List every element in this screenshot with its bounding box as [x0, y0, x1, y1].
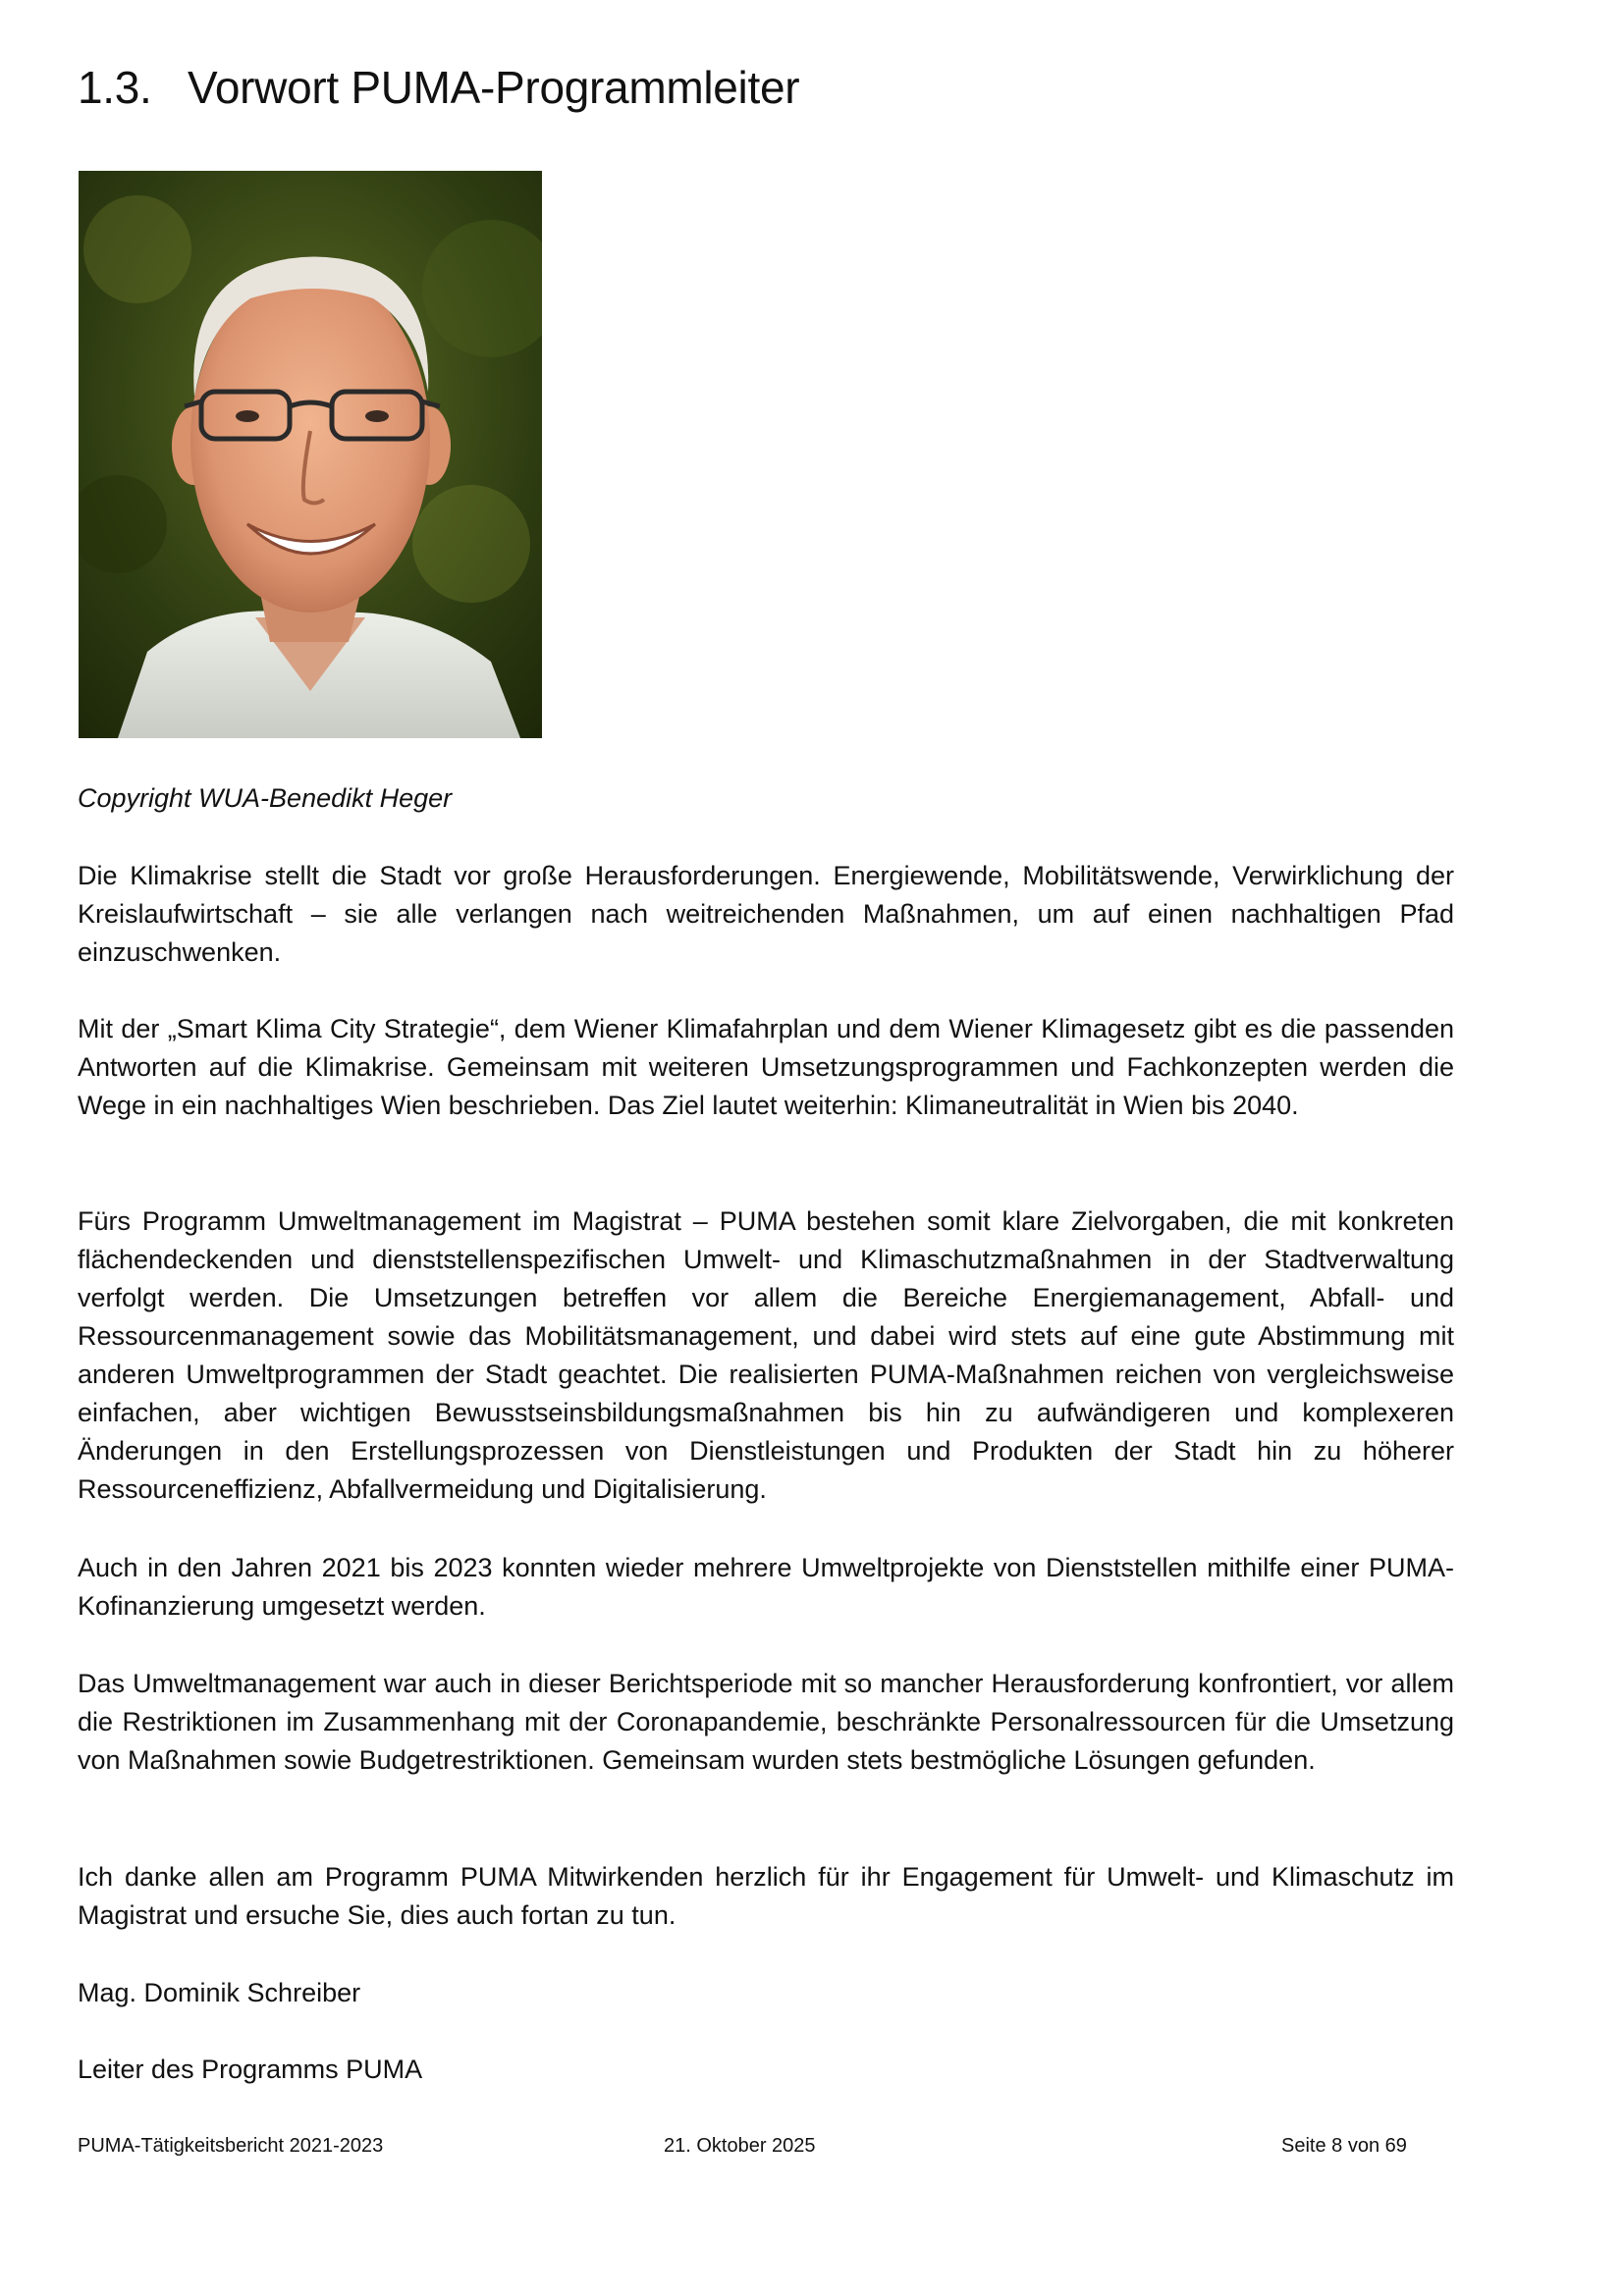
photo-caption: Copyright WUA-Benedikt Heger: [78, 783, 453, 813]
paragraph: Auch in den Jahren 2021 bis 2023 konnten wieder mehrere Umweltprojekte von Dienststellen mithilfe einer PUMA-Kofinanzierung umgesetzt werden.: [78, 1553, 1454, 1621]
footer-report-title: PUMA-Tätigkeitsbericht 2021-2023: [78, 2135, 384, 2157]
paragraph: Das Umweltmanagement war auch in dieser Berichtsperiode mit so mancher Herausforderung konfrontiert, vor allem die Restriktionen im Zusammenhang mit der Coronapandemie, beschränkte Personalressourcen für die Umsetzung von Maßnahmen sowie Budgetrestriktionen. Gemeinsam wurden stets bestmögliche Lösungen gefunden.: [78, 1669, 1454, 1775]
signature-name: Mag. Dominik Schreiber: [78, 1978, 361, 2007]
signature-role: Leiter des Programms PUMA: [78, 2055, 423, 2084]
portrait-photo: [79, 171, 542, 738]
paragraph: Fürs Programm Umweltmanagement im Magistrat – PUMA bestehen somit klare Zielvorgaben, die mit konkreten flächendeckenden und dienststellenspezifischen Umwelt- und Klimaschutzmaßnahmen in der Stadtverwaltung verfolgt werden. Die Umsetzungen betreffen vor allem die Bereiche Energiemanagement, Abfall- und Ressourcenmanagement sowie das Mobilitätsmanagement, und dabei wird stets auf eine gute Abstimmung mit anderen Umweltprogrammen der Stadt geachtet. Die realisierten PUMA-Maßnahmen reichen von vergleichsweise einfachen, aber wichtigen Bewusstseinsbildungsmaßnahmen bis hin zu aufwändigeren und komplexeren Änderungen in den Erstellungsprozessen von Dienstleistungen und Produkten der Stadt hin zu höherer Ressourceneffizienz, Abfallvermeidung und Digitalisierung.: [78, 1206, 1454, 1504]
footer-date: 21. Oktober 2025: [664, 2135, 816, 2157]
paragraph: Ich danke allen am Programm PUMA Mitwirkenden herzlich für ihr Engagement für Umwelt- und Klimaschutz im Magistrat und ersuche Sie, dies auch fortan zu tun.: [78, 1862, 1454, 1930]
page-title: [78, 61, 799, 115]
paragraph: Die Klimakrise stellt die Stadt vor große Herausforderungen. Energiewende, Mobilitätswende, Verwirklichung der Kreislaufwirtschaft – sie alle verlangen nach weitreichenden Maßnahmen, um auf einen nachhaltigen Pfad einzuschwenken.: [78, 861, 1454, 967]
paragraph: Mit der „Smart Klima City Strategie“, dem Wiener Klimafahrplan und dem Wiener Klimagesetz gibt es die passenden Antworten auf die Klimakrise. Gemeinsam mit weiteren Umsetzungsprogrammen und Fachkonzepten werden die Wege in ein nachhaltiges Wien beschrieben. Das Ziel lautet weiterhin: Klimaneutralität in Wien bis 2040.: [78, 1014, 1454, 1120]
footer-page-number: Seite 8 von 69: [1281, 2135, 1407, 2157]
section-title: Vorwort PUMA-Programmleiter: [188, 62, 800, 113]
section-number: 1.3.: [78, 62, 152, 113]
